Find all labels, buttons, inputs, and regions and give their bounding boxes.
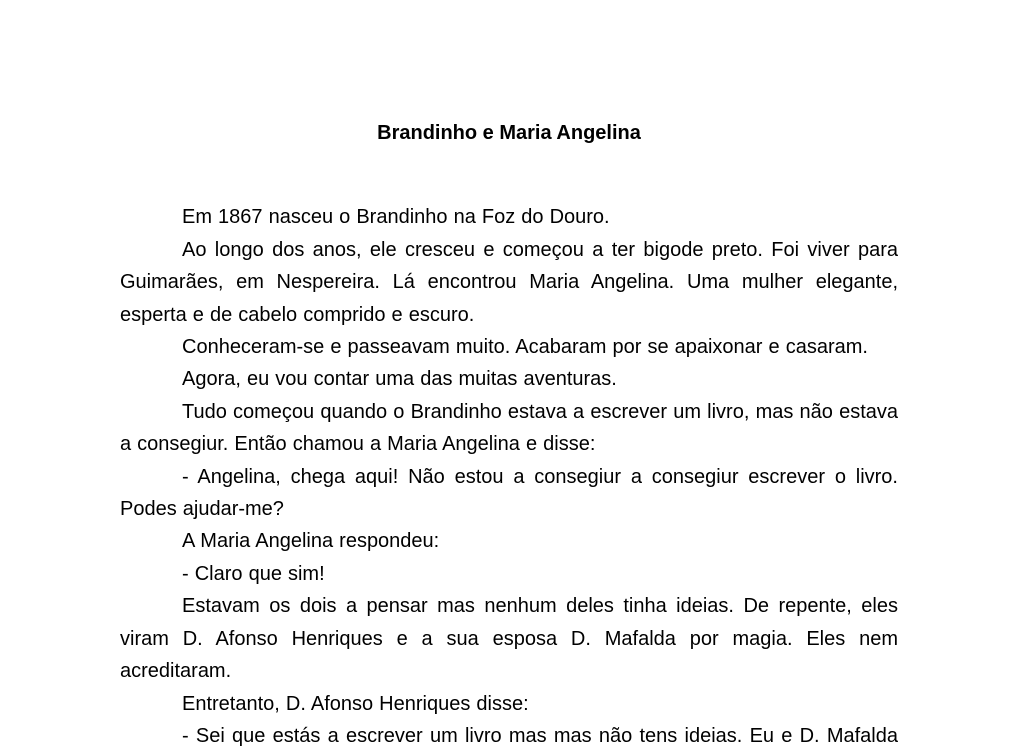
paragraph: Conheceram-se e passeavam muito. Acabaram por se apaixonar e casaram.: [182, 336, 868, 359]
paragraph: Ao longo dos anos, ele cresceu e começou a ter bigode preto. Foi viver para Guimarães, em Nespereira. Lá encontrou Maria Angelina. Uma mulher elegante, esperta e de cabelo comprido e escuro.: [120, 238, 898, 326]
paragraph: Agora, eu vou contar uma das muitas aventuras.: [182, 368, 617, 391]
paragraph: - Claro que sim!: [182, 562, 325, 585]
paragraph: Entretanto, D. Afonso Henriques disse:: [182, 692, 529, 715]
paragraph: - Angelina, chega aqui! Não estou a consegiur a consegiur escrever o livro. Podes ajudar-me?: [120, 465, 898, 521]
paragraph: Estavam os dois a pensar mas nenhum deles tinha ideias. De repente, eles viram D. Afonso Henriques e a sua esposa D. Mafalda por magia. Eles nem acreditaram.: [120, 595, 898, 683]
paragraph: - Sei que estás a escrever um livro mas mas não tens ideias. Eu e D. Mafalda: [182, 724, 898, 747]
paragraph: Tudo começou quando o Brandinho estava a escrever um livro, mas não estava a consegiur. Então chamou a Maria Angelina e disse:: [120, 400, 898, 456]
paragraph: Em 1867 nasceu o Brandinho na Foz do Douro.: [182, 206, 610, 229]
paragraph: A Maria Angelina respondeu:: [182, 530, 440, 553]
document-title: Brandinho e Maria Angelina: [377, 122, 641, 144]
